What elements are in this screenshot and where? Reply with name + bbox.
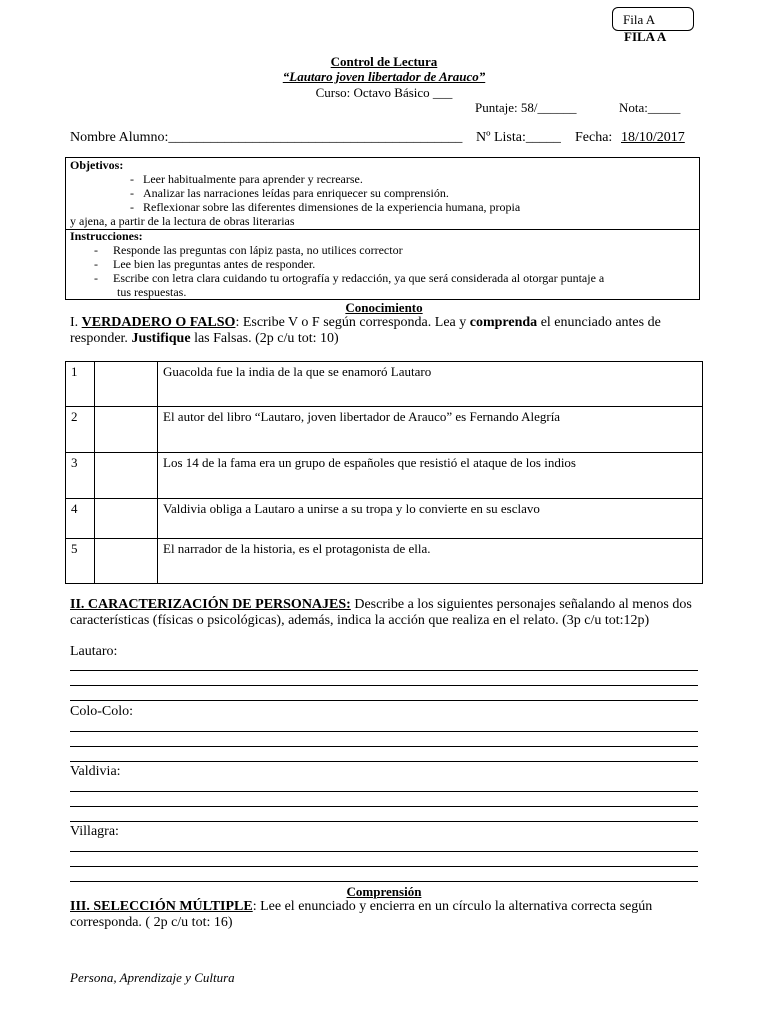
answer-cell[interactable] (95, 453, 158, 499)
instruccion-item: - Lee bien las preguntas antes de responder. (94, 257, 316, 271)
objetivo-item: - Reflexionar sobre las diferentes dimensiones de la experiencia humana, propia (130, 200, 521, 214)
answer-line[interactable] (70, 685, 698, 686)
true-false-table (65, 361, 703, 584)
answer-cell[interactable] (95, 407, 158, 453)
puntaje: Puntaje: 58/______ (475, 100, 577, 115)
answer-line[interactable] (70, 791, 698, 792)
section3-instructions: III. SELECCIÓN MÚLTIPLE: Lee el enunciado y encierra en un círculo la alternativa correcta según corresponda. ( 2p c/u tot: 16) (70, 899, 653, 930)
answer-cell[interactable] (95, 362, 158, 407)
footer-text: Persona, Aprendizaje y Cultura (70, 970, 235, 985)
section-comprension-heading: Comprensión (346, 884, 422, 899)
page-title: Control de Lectura (330, 54, 438, 69)
table-row (66, 362, 703, 407)
instruccion-item: - Escribe con letra clara cuidando tu ortografía y redacción, ya que será considerada al otorgar puntaje a (94, 271, 605, 285)
nlista-field: Nº Lista:_____ (476, 130, 561, 145)
curso: Curso: Octavo Básico ___ (315, 85, 453, 100)
nombre-field: Nombre Alumno:__________________________________________ (70, 130, 463, 145)
character-label-villagra: Villagra: (70, 824, 119, 839)
instruccion-continuation: tus respuestas. (117, 285, 187, 299)
statement-cell: El autor del libro “Lautaro, joven libertador de Arauco” es Fernando Alegría (158, 407, 703, 453)
answer-line[interactable] (70, 821, 698, 822)
page-subtitle: “Lautaro joven libertador de Arauco” (282, 69, 486, 84)
answer-line[interactable] (70, 866, 698, 867)
answer-cell[interactable] (95, 539, 158, 584)
row-number: 2 (66, 407, 95, 453)
fecha-label: Fecha: (575, 130, 613, 145)
section1-instructions: I. VERDADERO O FALSO: Escribe V o F según corresponda. Lea y comprenda el enunciado antes de responder. Justifique las Falsas. (2p c/u tot: 10) (70, 315, 661, 346)
row-number: 3 (66, 453, 95, 499)
table-row (66, 453, 703, 499)
row-number: 5 (66, 539, 95, 584)
table-row (66, 407, 703, 453)
objetivo-continuation: y ajena, a partir de la lectura de obras literarias (70, 214, 295, 228)
statement-cell: Guacolda fue la india de la que se enamoró Lautaro (158, 362, 703, 407)
answer-line[interactable] (70, 851, 698, 852)
table-row (66, 499, 703, 539)
answer-cell[interactable] (95, 499, 158, 539)
answer-line[interactable] (70, 806, 698, 807)
answer-line[interactable] (70, 761, 698, 762)
objetivo-item: - Analizar las narraciones leídas para enriquecer su comprensión. (130, 186, 449, 200)
instrucciones-heading: Instrucciones: (70, 229, 143, 243)
objetivos-heading: Objetivos: (70, 158, 124, 172)
answer-line[interactable] (70, 731, 698, 732)
statement-cell: Los 14 de la fama era un grupo de españoles que resistió el ataque de los indios (158, 453, 703, 499)
answer-line[interactable] (70, 746, 698, 747)
answer-line[interactable] (70, 700, 698, 701)
character-label-valdivia: Valdivia: (70, 764, 121, 779)
statement-cell: Valdivia obliga a Lautaro a unirse a su tropa y lo convierte en su esclavo (158, 499, 703, 539)
statement-cell: El narrador de la historia, es el protagonista de ella. (158, 539, 703, 584)
row-number: 4 (66, 499, 95, 539)
answer-line[interactable] (70, 670, 698, 671)
instruccion-item: - Responde las preguntas con lápiz pasta, no utilices corrector (94, 243, 403, 257)
table-row (66, 539, 703, 584)
objetivo-item: - Leer habitualmente para aprender y recrearse. (130, 172, 363, 186)
section2-instructions: II. CARACTERIZACIÓN DE PERSONAJES: Describe a los siguientes personajes señalando al menos dos características (físicas o psicológicas), además, indica la acción que realiza en el relato. (3p c/u tot:12p) (70, 597, 692, 628)
row-number: 1 (66, 362, 95, 407)
box-divider (66, 229, 699, 230)
answer-line[interactable] (70, 881, 698, 882)
character-label-lautaro: Lautaro: (70, 644, 118, 659)
fila-box: Fila A (612, 7, 694, 31)
character-label-colo-colo: Colo-Colo: (70, 704, 134, 719)
fila-label: FILA A (624, 29, 667, 44)
fecha-value: 18/10/2017 (621, 130, 685, 145)
section-conocimiento-heading: Conocimiento (345, 300, 423, 315)
nota: Nota:_____ (619, 100, 681, 115)
